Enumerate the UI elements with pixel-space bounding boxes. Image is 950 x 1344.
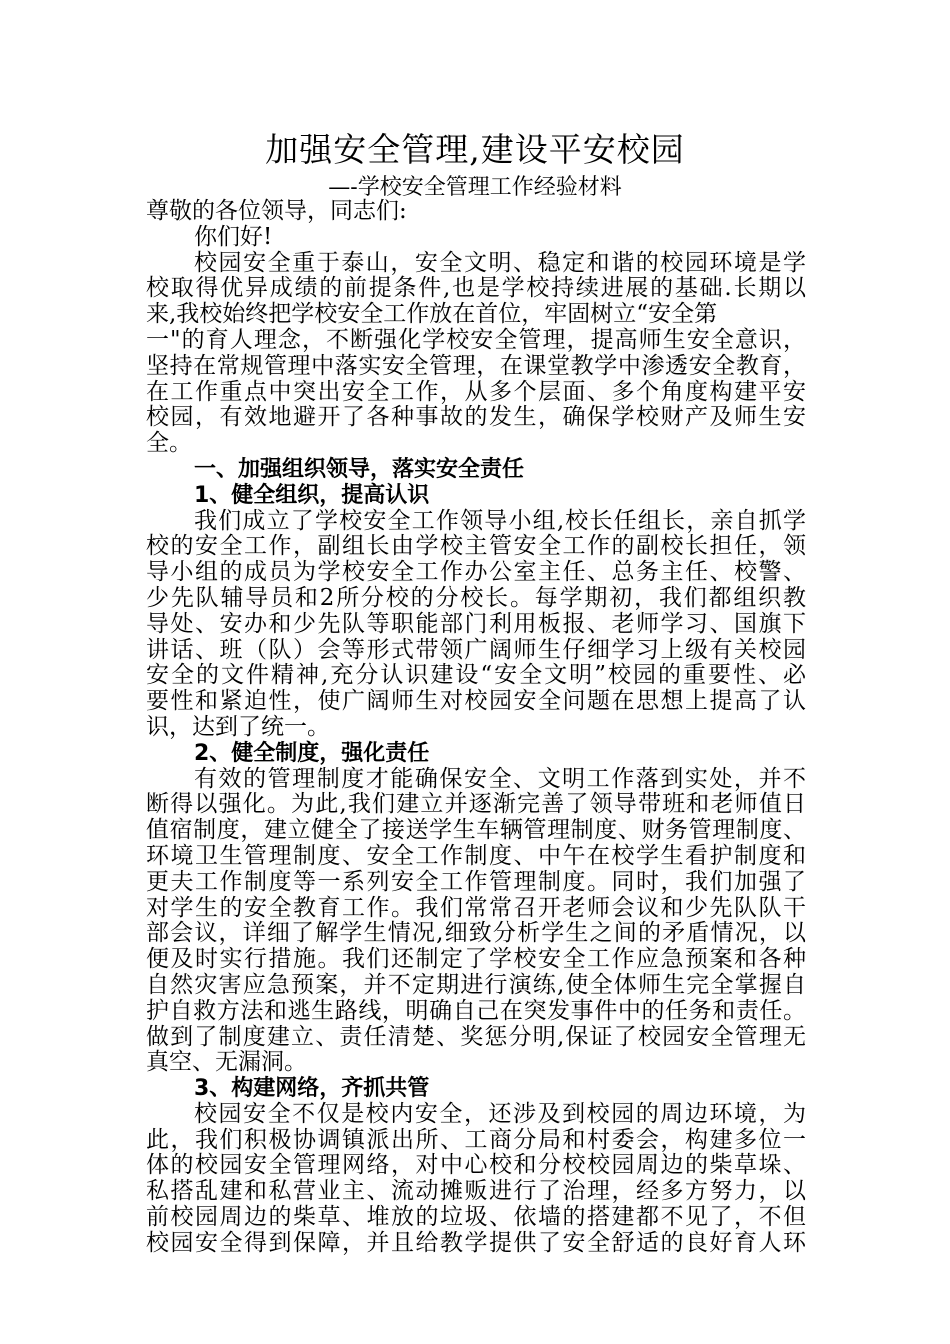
paragraph-line: 更夫工作制度等一系列安全工作管理制度。同时，我们加强了	[146, 868, 806, 895]
paragraph-line: 我们成立了学校安全工作领导小组,校长任组长，亲自抓学	[194, 507, 806, 534]
paragraph-line: 环境卫生管理制度、安全工作制度、中午在校学生看护制度和	[146, 842, 806, 869]
paragraph-line: 前校园周边的柴草、堆放的垃圾、依墙的搭建都不见了，不但	[146, 1204, 806, 1231]
paragraph-line: 校的安全工作，副组长由学校主管安全工作的副校长担任，领	[146, 533, 806, 560]
paragraph-line: 私搭乱建和私营业主、流动摊贩进行了治理，经多方努力，以	[146, 1178, 806, 1205]
paragraph-line: 尊敬的各位领导，同志们:	[146, 198, 407, 224]
paragraph-line: 体的校园安全管理网络，对中心校和分校校园周边的柴草垛、	[146, 1152, 806, 1179]
section-heading: 3、构建网络，齐抓共管	[194, 1076, 430, 1102]
document-body	[146, 199, 806, 1257]
paragraph-line: 坚持在常规管理中落实安全管理，在课堂教学中渗透安全教育，	[146, 352, 806, 379]
paragraph-line: 护自救方法和逃生路线，明确自己在突发事件中的任务和责任。	[146, 997, 806, 1024]
paragraph-line: 值宿制度，建立健全了接送学生车辆管理制度、财务管理制度、	[146, 817, 806, 844]
paragraph-line: 导小组的成员为学校安全工作办公室主任、总务主任、校警、	[146, 559, 806, 586]
paragraph-line: 在工作重点中突出安全工作，从多个层面、多个角度构建平安	[146, 378, 806, 405]
paragraph-line: 有效的管理制度才能确保安全、文明工作落到实处，并不	[194, 765, 806, 792]
paragraph-line: 要性和紧迫性，使广阔师生对校园安全问题在思想上提高了认	[146, 688, 806, 715]
paragraph-line: 真空、无漏洞。	[146, 1049, 307, 1076]
paragraph-line: 校园安全得到保障，并且给教学提供了安全舒适的良好育人环	[146, 1229, 806, 1256]
paragraph-line: 对学生的安全教育工作。我们常常召开老师会议和少先队队干	[146, 894, 806, 921]
paragraph-line: 校取得优异成绩的前提条件,也是学校持续进展的基础.长期以	[146, 275, 806, 302]
paragraph-line: 导处、安办和少先队等职能部门利用板报、老师学习、国旗下	[146, 610, 806, 637]
paragraph-line: 安全的文件精神,充分认识建设“安全文明”校园的重要性、必	[146, 662, 806, 689]
paragraph-line: 来,我校始终把学校安全工作放在首位，牢固树立“安全第	[146, 301, 718, 328]
paragraph-line: 校园安全重于泰山，安全文明、稳定和谐的校园环境是学	[194, 249, 806, 276]
document-title: 加强安全管理,建设平安校园	[265, 130, 685, 169]
paragraph-line: 讲话、班（队）会等形式带领广阔师生仔细学习上级有关校园	[146, 636, 806, 663]
section-heading: 1、健全组织，提高认识	[194, 482, 430, 508]
paragraph-line: 断得以强化。为此,我们建立并逐渐完善了领导带班和老师值日	[146, 791, 806, 818]
paragraph-line: 此，我们积极协调镇派出所、工商分局和村委会，构建多位一	[146, 1126, 806, 1153]
paragraph-line: 少先队辅导员和2所分校的分校长。每学期初，我们都组织教	[146, 584, 806, 611]
paragraph-line: 部会议，详细了解学生情况,细致分析学生之间的矛盾情况，以	[146, 920, 806, 947]
paragraph-line: 一"的育人理念，不断强化学校安全管理，提高师生安全意识，	[146, 326, 806, 353]
paragraph-line: 全。	[146, 430, 192, 457]
document-subtitle: —-学校安全管理工作经验材料	[328, 175, 622, 200]
paragraph-line: 自然灾害应急预案，并不定期进行演练,使全体师生完全掌握自	[146, 971, 806, 998]
paragraph-line: 便及时实行措施。我们还制定了学校安全工作应急预案和各种	[146, 946, 806, 973]
paragraph-line: 做到了制度建立、责任清楚、奖惩分明,保证了校园安全管理无	[146, 1023, 806, 1050]
paragraph-line: 校园安全不仅是校内安全，还涉及到校园的周边环境，为	[194, 1100, 806, 1127]
section-heading: 2、健全制度，强化责任	[194, 740, 430, 766]
section-heading: 一、加强组织领导，落实安全责任	[194, 456, 525, 482]
paragraph-line: 识，达到了统一。	[146, 713, 330, 740]
paragraph-line: 你们好!	[194, 223, 273, 250]
paragraph-line: 校园，有效地避开了各种事故的发生，确保学校财产及师生安	[146, 404, 806, 431]
